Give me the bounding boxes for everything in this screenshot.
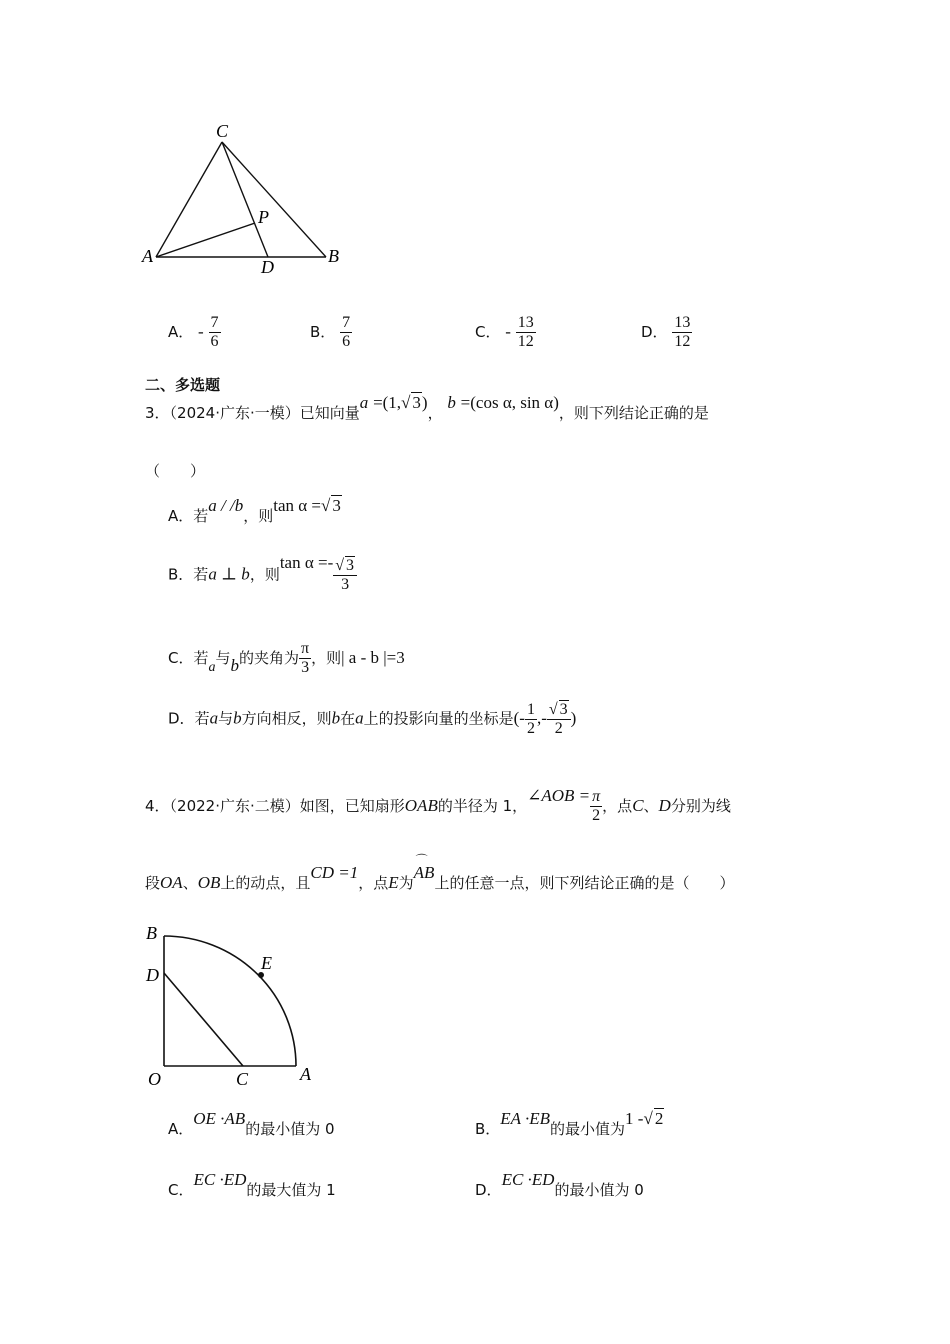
q2-option-a[interactable]: A． - $\frac{7}{6}$ — [168, 314, 219, 350]
q2-option-b[interactable]: B． $\frac{7}{6}$ — [310, 314, 351, 350]
label-O: O — [148, 1069, 161, 1089]
fraction: $\frac{13}{12}$ — [674, 314, 691, 350]
label-D: D — [146, 965, 159, 985]
q4-option-c[interactable]: C．EC ·ED的最大值为 1 — [168, 1170, 336, 1199]
q3-option-d[interactable]: D．若a与b方向相反，则b在a上的投影向量的坐标是(- $\frac{1}{2}$ ,- $\frac{√ 3}{2}$ ) — [168, 700, 577, 737]
fraction: $\frac{\pi}{2}$ — [592, 788, 601, 824]
section-title: 二、多选题 — [145, 376, 221, 394]
label-D: D — [261, 257, 274, 277]
label-E: E — [261, 953, 272, 973]
q4-stem-line2: 段OA、OB上的动点，且CD =1，点E为 ⌒ AB上的任意一点，则下列结论正确的是（ ） — [145, 853, 735, 892]
q3-option-a[interactable]: A．若a / /b，则tan α =√ 3 — [168, 496, 341, 525]
q3-stem: 3．（2024·广东·一模）已知向量a =(1,√ 3)， b =(cos α, sin α)，则下列结论正确的是 — [145, 393, 709, 422]
q2-option-c[interactable]: C． - $\frac{13}{12}$ — [475, 314, 534, 350]
label-P: P — [258, 207, 269, 227]
label-A: A — [300, 1064, 311, 1084]
fraction: $\frac{1}{2}$ — [526, 700, 535, 737]
sector-figure — [140, 918, 330, 1093]
label-B: B — [146, 923, 157, 943]
q3-option-c[interactable]: C．若a与b的夹角为 $\frac{\pi}{3}$ ，则| a - b |=3 — [168, 640, 405, 676]
fraction: $\frac{13}{12}$ — [517, 314, 534, 350]
q4-stem-line1: 4．（2022·广东·二模）如图，已知扇形OAB的半径为 1，∠AOB = $\frac{\pi}{2}$ ，点C、D分别为线 — [145, 786, 731, 824]
label-B: B — [328, 246, 339, 266]
fraction: $\frac{7}{6}$ — [342, 314, 351, 350]
q4-option-d[interactable]: D．EC ·ED的最小值为 0 — [475, 1170, 644, 1199]
fraction: $\frac{√ 3}{3}$ — [333, 556, 357, 594]
fraction: $\frac{7}{6}$ — [210, 314, 219, 350]
q3-option-b[interactable]: B．若a ⊥ b，则tan α =- $\frac{√ 3}{3}$ — [168, 556, 357, 594]
fraction: $\frac{\pi}{3}$ — [301, 640, 310, 676]
q4-option-a[interactable]: A．OE ·AB的最小值为 0 — [168, 1109, 335, 1138]
fraction: $\frac{√ 3}{2}$ — [547, 700, 571, 738]
label-C: C — [236, 1069, 249, 1089]
q3-answer-paren: （ ） — [145, 462, 206, 480]
q2-option-d[interactable]: D． $\frac{13}{12}$ — [641, 314, 691, 350]
triangle-figure — [130, 115, 360, 285]
q4-option-b[interactable]: B．EA ·EB的最小值为1 -√ 2 — [475, 1109, 664, 1138]
label-C: C — [216, 121, 229, 141]
label-A: A — [142, 246, 153, 266]
